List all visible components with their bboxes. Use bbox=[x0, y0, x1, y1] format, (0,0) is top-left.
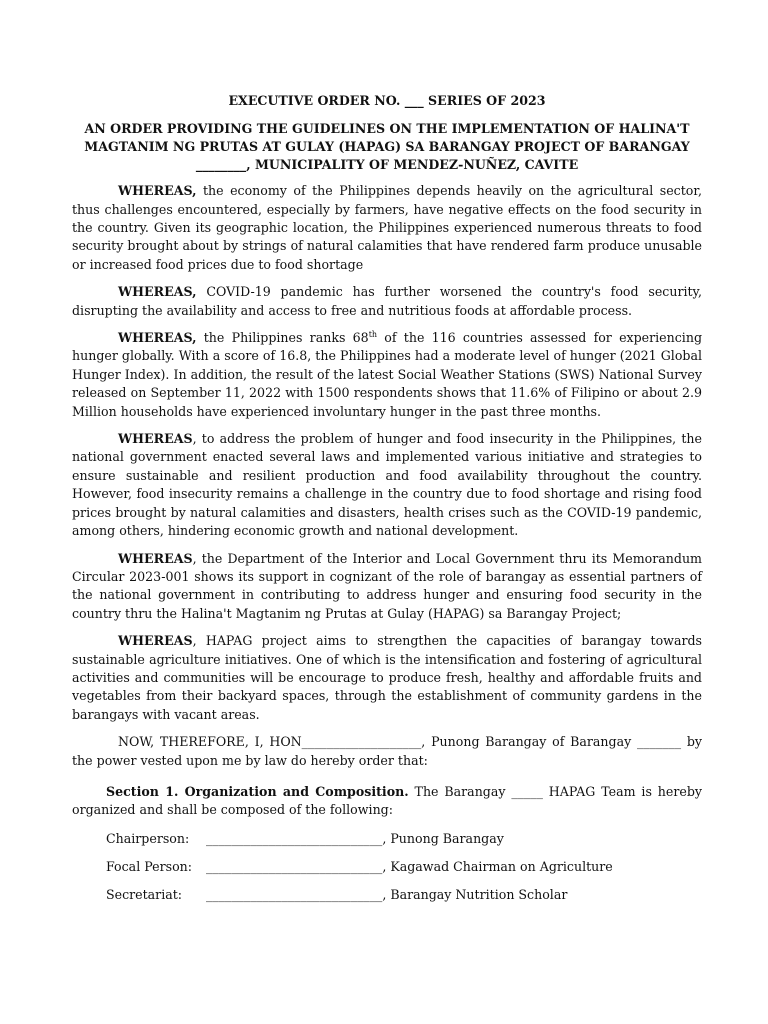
document-title: EXECUTIVE ORDER NO. ___ SERIES OF 2023 bbox=[228, 93, 546, 108]
whereas-paragraph-2 bbox=[72, 283, 702, 320]
paragraph-text: of the 116 countries assessed for experiencing hunger globally. With a score of 16.8, the Philippines had a moderate level of hunger (2021 Global Hunger Index). In addition, the result of the latest Social Weather Stations (SWS) National Survey released on September 11, 2022 with 1500 respondents shows that 11.6% of Filipino or about 2.9 Million households have experienced involuntary hunger in the past three months. bbox=[72, 330, 702, 419]
paragraph-text: the Philippines ranks 68 bbox=[196, 330, 369, 346]
whereas-label: WHEREAS bbox=[118, 550, 193, 566]
paragraph-text: COVID-19 pandemic has further worsened the country's food security, disrupting the availability and access to free and nutritious foods at affordable process. bbox=[72, 284, 702, 318]
member-row-focal-person bbox=[106, 858, 702, 876]
member-position: , Punong Barangay bbox=[382, 830, 504, 846]
whereas-paragraph-6 bbox=[72, 632, 702, 724]
member-role: Focal Person: bbox=[106, 858, 193, 874]
paragraph-text: , HAPAG project aims to strengthen the capacities of barangay towards sustainable agriculture initiatives. One of which is the intensification and fostering of agricultural activities and communities will be encourage to produce fresh, healthy and affordable fruits and vegetables from their backyard spaces, through the establishment of community gardens in the barangays with vacant areas. bbox=[72, 633, 702, 722]
section-1 bbox=[72, 783, 702, 820]
section-1-heading: Section 1. Organization and Composition. bbox=[106, 783, 409, 799]
paragraph-text: , the Department of the Interior and Local Government thru its Memorandum Circular 2023-001 shows its support in cognizant of the role of barangay as essential partners of the national government in contributing to address hunger and ensuring food security in the country thru the Halina't Magtanim ng Prutas at Gulay (HAPAG) sa Barangay Project; bbox=[72, 550, 702, 621]
whereas-label: WHEREAS, bbox=[118, 284, 197, 300]
member-name-blank: ____________________________ bbox=[206, 830, 383, 846]
member-role: Chairperson: bbox=[106, 830, 190, 846]
member-row-chairperson bbox=[106, 830, 702, 848]
whereas-paragraph-5 bbox=[72, 550, 702, 624]
paragraph-text: , to address the problem of hunger and food insecurity in the Philippines, the national government enacted several laws and implemented various initiative and strategies to ensure sustainable and resilient production and food availability throughout the country. However, food insecurity remains a challenge in the country due to food shortage and rising food prices brought by natural calamities and disasters, health crises such as the COVID-19 pandemic, among others, hindering economic growth and national development. bbox=[72, 431, 702, 539]
member-name-blank: ____________________________ bbox=[206, 858, 383, 874]
now-therefore-paragraph: NOW, THEREFORE, I, HON___________________, Punong Barangay of Barangay _______ by the power vested upon me by law do hereby order that: bbox=[72, 734, 702, 768]
member-position: , Kagawad Chairman on Agriculture bbox=[382, 858, 613, 874]
section-1-text: The Barangay _____ HAPAG Team is hereby organized and shall be composed of the following: bbox=[72, 783, 703, 818]
team-members-list bbox=[106, 830, 702, 904]
whereas-label: WHEREAS bbox=[118, 431, 193, 447]
member-name-blank: ____________________________ bbox=[206, 886, 383, 902]
member-row-secretariat bbox=[106, 886, 702, 904]
ordinal-superscript: th bbox=[368, 329, 378, 339]
paragraph-text: the economy of the Philippines depends heavily on the agricultural sector, thus challenges encountered, especially by farmers, have negative effects on the food security in the country. Given its geographic location, the Philippines experienced numerous threats to food security brought about by strings of natural calamities that have rendered farm produce unusable or increased food prices due to food shortage bbox=[72, 183, 702, 272]
member-position: , Barangay Nutrition Scholar bbox=[382, 886, 568, 902]
document-subtitle: AN ORDER PROVIDING THE GUIDELINES ON THE IMPLEMENTATION OF HALINA'T MAGTANIM NG PRUTAS AT GULAY (HAPAG) SA BARANGAY PROJECT OF BARANGAY ________, MUNICIPALITY OF MENDEZ-NUÑEZ, CAVITE bbox=[84, 121, 690, 172]
whereas-label: WHEREAS, bbox=[118, 330, 197, 346]
whereas-label: WHEREAS, bbox=[118, 183, 197, 199]
whereas-paragraph-4 bbox=[72, 430, 702, 540]
whereas-paragraph-3 bbox=[72, 329, 702, 421]
whereas-paragraph-1 bbox=[72, 182, 702, 274]
member-role: Secretariat: bbox=[106, 886, 183, 902]
whereas-label: WHEREAS bbox=[118, 633, 193, 649]
